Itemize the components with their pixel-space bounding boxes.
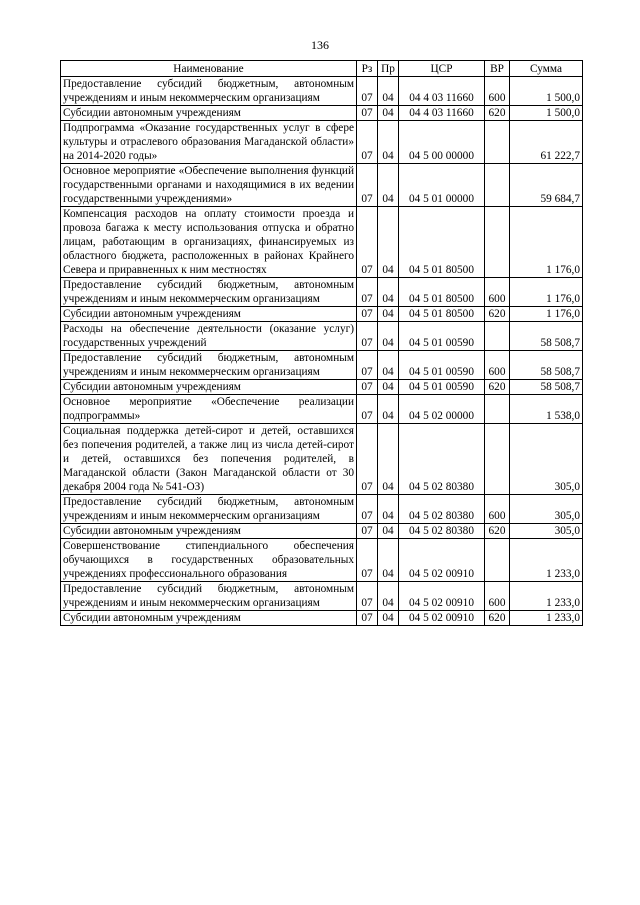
cell-rz: 07 xyxy=(357,77,378,106)
cell-vr xyxy=(485,121,510,164)
cell-csr: 04 5 01 00000 xyxy=(399,164,485,207)
cell-vr: 620 xyxy=(485,380,510,395)
cell-vr xyxy=(485,424,510,495)
cell-pr: 04 xyxy=(378,380,399,395)
cell-sum: 305,0 xyxy=(510,524,583,539)
header-vr: ВР xyxy=(485,61,510,77)
cell-csr: 04 5 02 00000 xyxy=(399,395,485,424)
cell-name: Субсидии автономным учреждениям xyxy=(61,380,357,395)
cell-name: Основное мероприятие «Обеспечение выполнения функций государственными органами и находящимися в их ведении государственными учреждениями» xyxy=(61,164,357,207)
cell-name: Основное мероприятие «Обеспечение реализации подпрограммы» xyxy=(61,395,357,424)
cell-rz: 07 xyxy=(357,351,378,380)
table-row xyxy=(61,424,583,495)
cell-rz: 07 xyxy=(357,307,378,322)
table-row xyxy=(61,164,583,207)
cell-name: Совершенствование стипендиального обеспечения обучающихся в государственных образовательных учреждениях профессионального образования xyxy=(61,539,357,582)
table-row xyxy=(61,106,583,121)
table-row xyxy=(61,307,583,322)
table-row xyxy=(61,380,583,395)
cell-name: Предоставление субсидий бюджетным, автономным учреждениям и иным некоммерческим организациям xyxy=(61,351,357,380)
cell-rz: 07 xyxy=(357,524,378,539)
cell-rz: 07 xyxy=(357,322,378,351)
cell-vr: 620 xyxy=(485,106,510,121)
cell-sum: 1 500,0 xyxy=(510,106,583,121)
cell-csr: 04 5 01 00590 xyxy=(399,380,485,395)
table-row xyxy=(61,395,583,424)
cell-csr: 04 5 02 80380 xyxy=(399,524,485,539)
header-csr: ЦСР xyxy=(399,61,485,77)
cell-rz: 07 xyxy=(357,611,378,626)
cell-name: Предоставление субсидий бюджетным, автономным учреждениям и иным некоммерческим организациям xyxy=(61,582,357,611)
cell-vr: 620 xyxy=(485,611,510,626)
cell-csr: 04 5 02 00910 xyxy=(399,611,485,626)
cell-pr: 04 xyxy=(378,424,399,495)
cell-csr: 04 5 02 80380 xyxy=(399,424,485,495)
header-pr: Пр xyxy=(378,61,399,77)
cell-pr: 04 xyxy=(378,539,399,582)
cell-sum: 61 222,7 xyxy=(510,121,583,164)
table-row xyxy=(61,611,583,626)
table-row xyxy=(61,322,583,351)
cell-rz: 07 xyxy=(357,164,378,207)
cell-vr: 600 xyxy=(485,278,510,307)
cell-name: Подпрограмма «Оказание государственных услуг в сфере культуры и отраслевого образования Магаданской области» на 2014-2020 годы» xyxy=(61,121,357,164)
table-row xyxy=(61,524,583,539)
cell-vr: 600 xyxy=(485,582,510,611)
cell-sum: 1 176,0 xyxy=(510,278,583,307)
table-row xyxy=(61,351,583,380)
table-header-row xyxy=(61,61,583,77)
cell-csr: 04 5 01 00590 xyxy=(399,351,485,380)
cell-pr: 04 xyxy=(378,524,399,539)
cell-csr: 04 5 02 00910 xyxy=(399,539,485,582)
cell-pr: 04 xyxy=(378,582,399,611)
table-row xyxy=(61,77,583,106)
cell-csr: 04 4 03 11660 xyxy=(399,77,485,106)
cell-rz: 07 xyxy=(357,495,378,524)
cell-rz: 07 xyxy=(357,380,378,395)
cell-rz: 07 xyxy=(357,106,378,121)
table-row xyxy=(61,121,583,164)
cell-csr: 04 5 01 80500 xyxy=(399,307,485,322)
cell-pr: 04 xyxy=(378,207,399,278)
cell-vr xyxy=(485,207,510,278)
cell-sum: 1 176,0 xyxy=(510,307,583,322)
cell-rz: 07 xyxy=(357,207,378,278)
cell-pr: 04 xyxy=(378,77,399,106)
cell-pr: 04 xyxy=(378,495,399,524)
cell-rz: 07 xyxy=(357,582,378,611)
cell-pr: 04 xyxy=(378,611,399,626)
cell-sum: 305,0 xyxy=(510,495,583,524)
cell-sum: 1 500,0 xyxy=(510,77,583,106)
header-name: Наименование xyxy=(61,61,357,77)
cell-name: Субсидии автономным учреждениям xyxy=(61,611,357,626)
cell-name: Социальная поддержка детей-сирот и детей, оставшихся без попечения родителей, а также лиц из числа детей-сирот и детей, оставшихся без попечения родителей, в Магаданской области (Закон Магаданской области от 30 декабря 2004 года № 541-ОЗ) xyxy=(61,424,357,495)
cell-rz: 07 xyxy=(357,278,378,307)
cell-vr: 600 xyxy=(485,495,510,524)
cell-rz: 07 xyxy=(357,539,378,582)
cell-name: Субсидии автономным учреждениям xyxy=(61,307,357,322)
cell-pr: 04 xyxy=(378,278,399,307)
cell-csr: 04 5 01 80500 xyxy=(399,207,485,278)
cell-sum: 305,0 xyxy=(510,424,583,495)
cell-sum: 1 233,0 xyxy=(510,582,583,611)
cell-rz: 07 xyxy=(357,121,378,164)
cell-pr: 04 xyxy=(378,106,399,121)
header-rz: Рз xyxy=(357,61,378,77)
table-row xyxy=(61,495,583,524)
cell-sum: 58 508,7 xyxy=(510,322,583,351)
table-body xyxy=(61,77,583,626)
cell-name: Предоставление субсидий бюджетным, автономным учреждениям и иным некоммерческим организациям xyxy=(61,495,357,524)
header-sum: Сумма xyxy=(510,61,583,77)
table-row xyxy=(61,539,583,582)
table-row xyxy=(61,582,583,611)
cell-pr: 04 xyxy=(378,322,399,351)
cell-sum: 59 684,7 xyxy=(510,164,583,207)
cell-vr xyxy=(485,322,510,351)
cell-csr: 04 5 01 00590 xyxy=(399,322,485,351)
cell-csr: 04 4 03 11660 xyxy=(399,106,485,121)
cell-sum: 1 233,0 xyxy=(510,539,583,582)
table-row xyxy=(61,278,583,307)
cell-sum: 1 176,0 xyxy=(510,207,583,278)
cell-vr xyxy=(485,539,510,582)
cell-rz: 07 xyxy=(357,395,378,424)
cell-sum: 1 233,0 xyxy=(510,611,583,626)
cell-name: Расходы на обеспечение деятельности (оказание услуг) государственных учреждений xyxy=(61,322,357,351)
cell-csr: 04 5 02 80380 xyxy=(399,495,485,524)
cell-vr: 600 xyxy=(485,351,510,380)
budget-table xyxy=(60,60,583,626)
cell-name: Предоставление субсидий бюджетным, автономным учреждениям и иным некоммерческим организациям xyxy=(61,278,357,307)
cell-csr: 04 5 01 80500 xyxy=(399,278,485,307)
cell-pr: 04 xyxy=(378,121,399,164)
cell-vr: 600 xyxy=(485,77,510,106)
cell-name: Субсидии автономным учреждениям xyxy=(61,106,357,121)
cell-name: Предоставление субсидий бюджетным, автономным учреждениям и иным некоммерческим организациям xyxy=(61,77,357,106)
cell-vr xyxy=(485,395,510,424)
cell-pr: 04 xyxy=(378,164,399,207)
cell-vr: 620 xyxy=(485,307,510,322)
cell-name: Субсидии автономным учреждениям xyxy=(61,524,357,539)
cell-sum: 58 508,7 xyxy=(510,380,583,395)
cell-name: Компенсация расходов на оплату стоимости проезда и провоза багажа к месту использования отпуска и обратно лицам, работающим в организациях, финансируемых из областного бюджета, расположенных в районах Крайнего Севера и приравненных к ним местностях xyxy=(61,207,357,278)
cell-csr: 04 5 02 00910 xyxy=(399,582,485,611)
cell-pr: 04 xyxy=(378,351,399,380)
cell-rz: 07 xyxy=(357,424,378,495)
cell-sum: 1 538,0 xyxy=(510,395,583,424)
cell-pr: 04 xyxy=(378,395,399,424)
cell-vr xyxy=(485,164,510,207)
cell-sum: 58 508,7 xyxy=(510,351,583,380)
cell-pr: 04 xyxy=(378,307,399,322)
cell-vr: 620 xyxy=(485,524,510,539)
page-number: 136 xyxy=(311,38,329,52)
cell-csr: 04 5 00 00000 xyxy=(399,121,485,164)
table-row xyxy=(61,207,583,278)
